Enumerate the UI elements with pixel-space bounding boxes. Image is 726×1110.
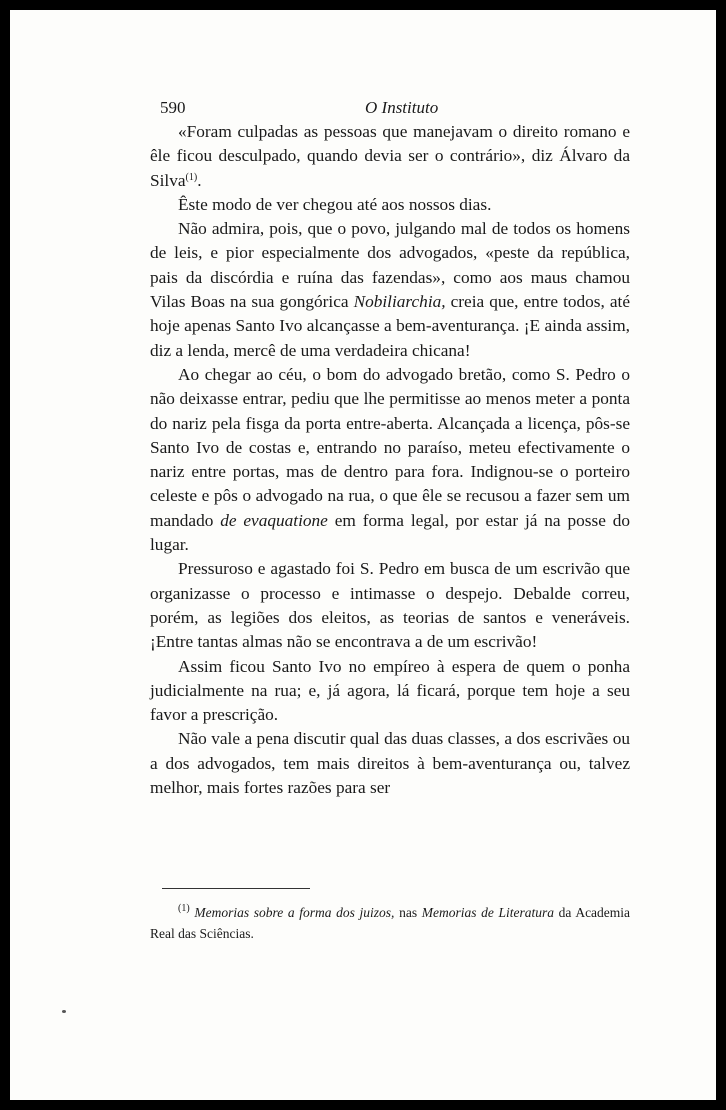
footnote-title: Memorias sobre a forma dos juizos,	[194, 905, 395, 920]
footnote-reference: (1)	[185, 171, 198, 183]
footnote-journal: Memorias de Literatura	[421, 905, 555, 920]
footnote-marker: (1)	[178, 903, 190, 914]
paragraph-5: Pressuroso e agastado foi S. Pedro em busca de um escrivão que organizasse o processo e intimasse o despejo. Debalde correu, porém, as legiões dos eleitos, as teorias de santos e veneráveis. ¡Entre tantas almas não se encontrava a de um escrivão!	[150, 559, 630, 652]
running-title: O Instituto	[365, 98, 439, 117]
paragraph-6: Assim ficou Santo Ivo no empíreo à espera de quem o ponha judicialmente na rua; e, já agora, lá ficará, porque tem hoje a seu favor a prescrição.	[150, 656, 630, 725]
footnote: $^{(1)}$ Memorias sobre a forma dos juizos, nas Memorias de Literatura da Academia Real das Sciências.	[150, 903, 631, 941]
body-text	[150, 120, 630, 800]
paragraph-7: Não vale a pena discutir qual das duas classes, a dos escrivães ou a dos advogados, tem mais direitos à bem-aventurança ou, talvez melhor, mais fortes razões para ser	[150, 729, 630, 798]
page-header	[160, 98, 640, 122]
paragraph-1: «Foram culpadas as pessoas que manejavam o direito romano e êle ficou desculpado, quando devia ser o contrário», diz Álvaro da Silva$^{(1)}$.	[150, 122, 630, 190]
paper-speck	[62, 1010, 66, 1013]
paragraph-2: Êste modo de ver chegou até aos nossos dias.	[178, 194, 492, 214]
page-number: 590	[160, 98, 186, 117]
paragraph-4: Ao chegar ao céu, o bom do advogado bretão, como S. Pedro o não deixasse entrar, pediu que lhe permitisse ao menos meter a ponta do nariz pela fisga da porta entre-aberta. Alcançada a licença, pôs-se Santo Ivo de costas e, entrando no paraíso, meteu efectivamente o nariz entre portas, mas de dentro para fora. Indignou-se o porteiro celeste e pôs o advogado na rua, o que êle se recusou a fazer sem um mandado de evaquatione em forma legal, por estar já na posse do lugar.	[150, 364, 631, 555]
footnote-divider	[162, 888, 310, 889]
paragraph-3: Não admira, pois, que o povo, julgando mal de todos os homens de leis, e pior especialmente dos advogados, «peste da república, pais da discórdia e ruína das fazendas», como aos maus chamou Vilas Boas na sua gongórica Nobiliarchia, creia que, entre todos, até hoje apenas Santo Ivo alcançasse a bem-aventurança. ¡E ainda assim, diz a lenda, mercê de uma verdadeira chicana!	[150, 219, 630, 360]
